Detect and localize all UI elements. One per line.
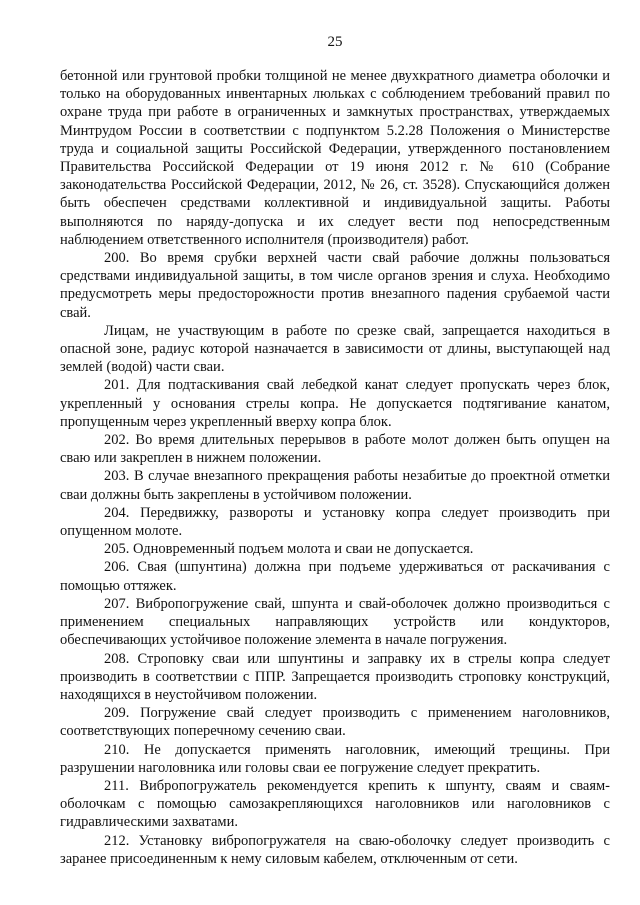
paragraph-200: 200. Во время срубки верхней части свай рабочие должны пользоваться средствами индивидуальной защиты, в том числе органов зрения и слуха. Необходимо предусмотреть меры предосторожности против внезапного падения срубаемой части свай.: [60, 250, 610, 321]
paragraph-205: 205. Одновременный подъем молота и сваи не допускается.: [104, 541, 474, 558]
paragraph-212: 212. Установку вибропогружателя на сваю-оболочку следует производить с заранее присоединенным к нему силовым кабелем, отключенным от сети.: [60, 832, 610, 867]
paragraph-continuation: бетонной или грунтовой пробки толщиной не менее двухкратного диаметра оболочки и только на оборудованных инвентарных люльках с соблюдением требований правил по охране труда при работе в ограниченных и замкнутых пространствах, утверждаемых Минтрудом России в соответствии с подпунктом 5.2.28 Положения о Министерстве труда и социальной защиты Российской Федерации, утвержденного постановлением Правительства Российской Федерации от 19 июня 2012 г. № 610 (Собрание законодательства Российской Федерации, 2012, № 26, ст. 3528). Спускающийся должен быть обеспечен средствами коллективной и индивидуальной защиты. Работы выполняются по наряду-допуска и их следует вести под непосредственным наблюдением ответственного исполнителя (производителя) работ.: [60, 68, 610, 248]
paragraph-209: 209. Погружение свай следует производить с применением наголовников, соответствующих поперечному сечению сваи.: [60, 705, 610, 740]
paragraph-203: 203. В случае внезапного прекращения работы незабитые до проектной отметки сваи должны быть закреплены в устойчивом положении.: [60, 468, 610, 503]
paragraph-200-note: Лицам, не участвующим в работе по срезке свай, запрещается находиться в опасной зоне, радиус которой назначается в зависимости от длины, выступающей над землей (водой) части сваи.: [60, 322, 610, 376]
paragraph-206: 206. Свая (шпунтина) должна при подъеме удерживаться от раскачивания с помощью оттяжек.: [60, 559, 610, 594]
paragraph-210: 210. Не допускается применять наголовник, имеющий трещины. При разрушении наголовника или головы сваи ее погружение следует прекратить.: [60, 741, 610, 776]
page-number: 25: [327, 34, 343, 50]
paragraph-211: 211. Вибропогружатель рекомендуется крепить к шпунту, сваям и сваям-оболочкам с помощью самозакрепляющихся наголовников или наголовников с гидравлическими захватами.: [60, 777, 610, 831]
body-text: [60, 67, 610, 868]
paragraph-202: 202. Во время длительных перерывов в работе молот должен быть опущен на сваю или закреплен в нижнем положении.: [60, 432, 610, 467]
paragraph-201: 201. Для подтаскивания свай лебедкой канат следует пропускать через блок, укрепленный у основания стрелы копра. Не допускается подтягивание канатом, пропущенным через укрепленный вверху копра блок.: [60, 377, 610, 430]
paragraph-204: 204. Передвижку, развороты и установку копра следует производить при опущенном молоте.: [60, 504, 610, 540]
paragraph-208: 208. Строповку сваи или шпунтины и заправку их в стрелы копра следует производить в соответствии с ППР. Запрещается производить строповку конструкций, находящихся в неустойчивом положении.: [60, 650, 610, 703]
paragraph-207: 207. Вибропогружение свай, шпунта и свай-оболочек должно производиться с применением специальных направляющих устройств или кондукторов, обеспечивающих устойчивое положение элемента в начале погружения.: [60, 595, 610, 649]
